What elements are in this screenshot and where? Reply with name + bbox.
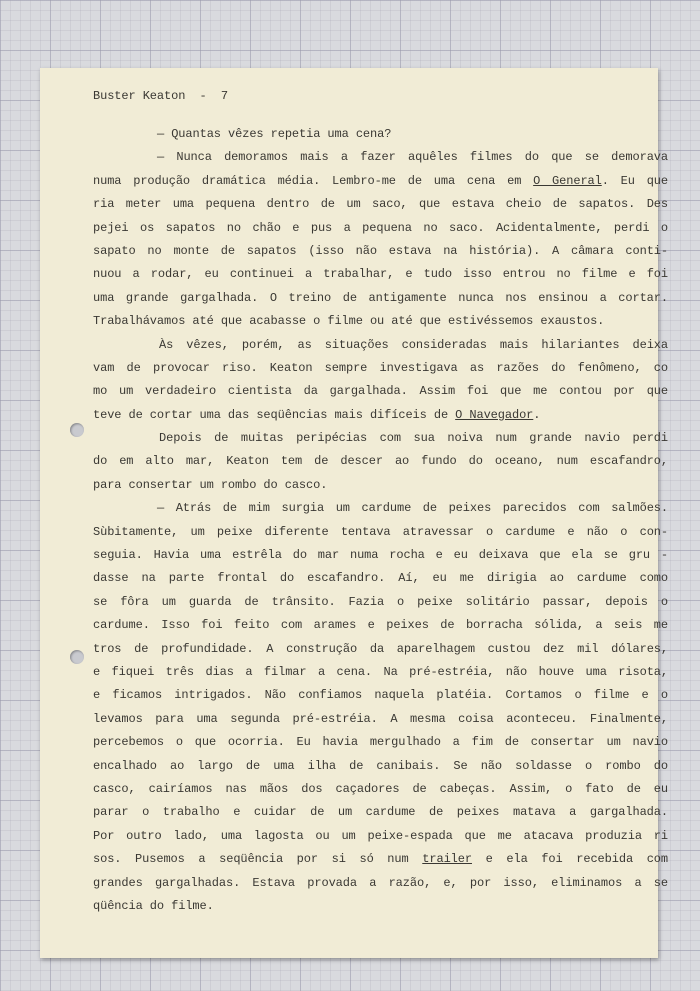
punch-hole-upper <box>70 423 84 437</box>
text-line: ria meter uma pequena dentro de um saco, que estava cheio de sapatos. Des <box>93 197 668 212</box>
line-text: numa produção dramática média. Lembro-me de uma cena em <box>93 173 534 188</box>
text-line <box>93 848 668 871</box>
text-line: — Atrás de mim surgia um cardume de peixes parecidos com salmões. <box>157 501 668 516</box>
text-line <box>93 170 668 193</box>
line-text: . <box>533 407 541 422</box>
text-line: mo um verdadeiro cientista da gargalhada. Assim foi que me contou por que <box>93 384 668 399</box>
text-line: — Nunca demoramos mais a fazer aquêles filmes do que se demorava <box>157 150 668 165</box>
text-line <box>93 404 668 427</box>
text-line: cardume. Isso foi feito com arames e peixes de borracha sólida, a seis me <box>93 618 668 633</box>
text-line: — Quantas vêzes repetia uma cena? <box>157 127 392 141</box>
text-line: grandes gargalhadas. Estava provada a razão, e, por isso, eliminamos a se <box>93 875 668 890</box>
text-line: sapato no monte de sapatos (isso não estava na história). A câmara conti- <box>93 243 668 258</box>
text-line: Trabalhávamos até que acabasse o filme ou até que estivéssemos exaustos. <box>93 314 605 329</box>
text-line: Por outro lado, uma lagosta ou um peixe-espada que me atacava produzia ri <box>93 828 668 843</box>
line-text: e ela foi recebida com <box>471 852 669 867</box>
text-line: dasse na parte frontal do escafandro. Aí, eu me dirigia ao cardume como <box>93 571 668 586</box>
text-line: para consertar um rombo do casco. <box>93 477 328 492</box>
text-line: se fôra um guarda de trânsito. Fazia o peixe solitário passar, depois o <box>93 594 668 609</box>
text-line: Depois de muitas peripécias com sua noiva num grande navio perdi <box>159 431 668 446</box>
text-line: uma grande gargalhada. O treino de antigamente nunca nos ensinou a cortar. <box>93 290 668 305</box>
text-line: levamos para uma segunda pré-estréia. A mesma coisa aconteceu. Finalmente, <box>93 711 668 726</box>
typewritten-page <box>93 84 668 918</box>
body-text <box>93 123 668 918</box>
text-line: percebemos o que ocorria. Eu havia mergulhado a fim de consertar um navio <box>93 735 668 750</box>
text-line: e ficamos intrigados. Não confiamos naquela platéia. Cortamos o filme e o <box>93 688 668 703</box>
line-text: . Eu que <box>601 173 669 188</box>
underlined-title: O Navegador <box>455 407 534 422</box>
text-line: seguia. Havia uma estrêla do mar numa rocha e eu deixava que ela se gru - <box>93 548 668 563</box>
punch-hole-lower <box>70 650 84 664</box>
text-line: pejei os sapatos no chão e pus a pequena no saco. Acidentalmente, perdi o <box>93 220 668 235</box>
text-line: nuou a rodar, eu continuei a trabalhar, e tudo isso entrou no filme e foi <box>93 267 668 282</box>
text-line: parar o trabalho e cuidar de um cardume de peixes matava a gargalhada. <box>93 805 668 820</box>
underlined-title: trailer <box>422 852 472 867</box>
text-line: Sùbitamente, um peixe diferente tentava atravessar o cardume e não o con- <box>93 524 668 539</box>
underlined-title: O General <box>533 173 602 188</box>
page-header: Buster Keaton - 7 <box>93 89 228 103</box>
text-line: do em alto mar, Keaton tem de descer ao fundo do oceano, num escafandro, <box>93 454 668 469</box>
text-line: encalhado ao largo de uma ilha de canibais. Se não soldasse o rombo do <box>93 758 668 773</box>
text-line: casco, cairíamos nas mãos dos caçadores de cabeças. Assim, o fato de eu <box>93 781 668 796</box>
text-line: qüência do filme. <box>93 898 214 913</box>
line-text: sos. Pusemos a seqüência por si só num <box>93 852 423 867</box>
text-line: Às vêzes, porém, as situações consideradas mais hilariantes deixa <box>159 337 668 352</box>
text-line: e fiquei três dias a filmar a cena. Na pré-estréia, não houve uma risota, <box>93 664 668 679</box>
text-line: tros de profundidade. A construção da aparelhagem custou dez mil dólares, <box>93 641 668 656</box>
text-line: vam de provocar riso. Keaton sempre investigava as razões do fenômeno, co <box>93 360 668 375</box>
line-text: teve de cortar uma das seqüências mais difíceis de <box>93 407 456 422</box>
